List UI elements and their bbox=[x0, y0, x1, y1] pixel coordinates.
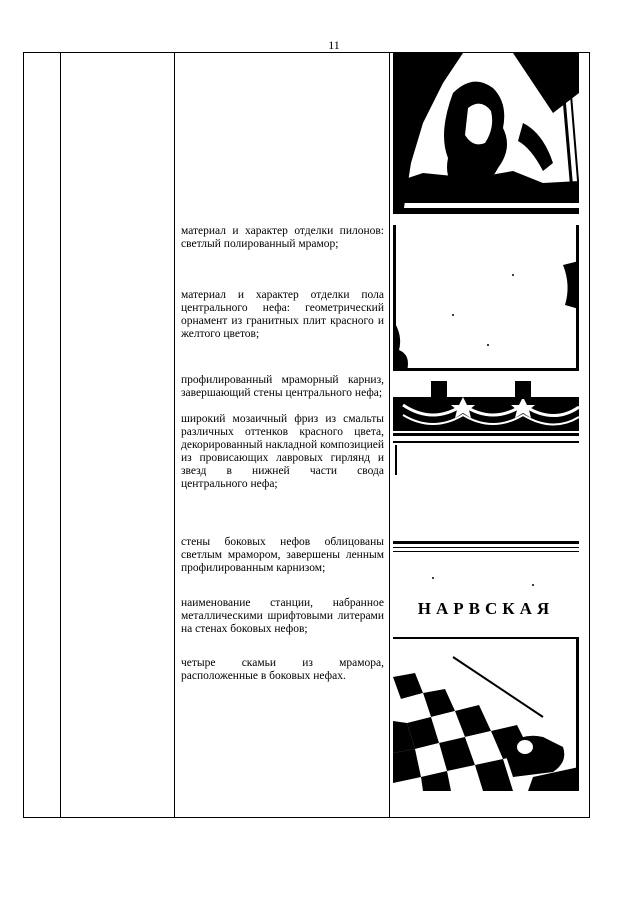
sculpture-photo bbox=[393, 53, 579, 214]
lettering-photo bbox=[393, 533, 579, 617]
page-number: 11 bbox=[328, 38, 340, 52]
desc-pylons: материал и характер отделки пилонов: светлый полированный мрамор; bbox=[181, 225, 384, 250]
description-cell bbox=[175, 53, 390, 818]
station-name-sign: НАРВСКАЯ bbox=[417, 599, 555, 617]
photo-cell bbox=[390, 53, 590, 818]
name-cell bbox=[61, 53, 175, 818]
frieze-photo bbox=[393, 375, 579, 480]
number-cell bbox=[24, 53, 61, 818]
desc-frieze: широкий мозаичный фриз из смальты различных оттенков красного цвета, декорированный накладной композицией из провисающих лавровых гирлянд и звезд в нижней части свода центрального нефа; bbox=[181, 413, 385, 490]
floor-bench-photo bbox=[393, 637, 579, 791]
desc-floor: материал и характер отделки пола центрального нефа: геометрический орнамент из гранитных плит красного и желтого цветов; bbox=[181, 289, 384, 340]
desc-side-walls: стены боковых нефов облицованы светлым мрамором, завершены ленным профилированным карнизом; bbox=[181, 536, 384, 574]
pylon-photo bbox=[393, 225, 579, 371]
table-row bbox=[24, 53, 590, 818]
desc-station-name: наименование станции, набранное металлическими шрифтовыми литерами на стенах боковых нефов; bbox=[181, 597, 384, 635]
monument-table bbox=[23, 52, 590, 818]
desc-cornice: профилированный мраморный карниз, завершающий стены центрального нефа; bbox=[181, 374, 384, 399]
desc-benches: четыре скамьи из мрамора, расположенные в боковых нефах. bbox=[181, 657, 384, 682]
